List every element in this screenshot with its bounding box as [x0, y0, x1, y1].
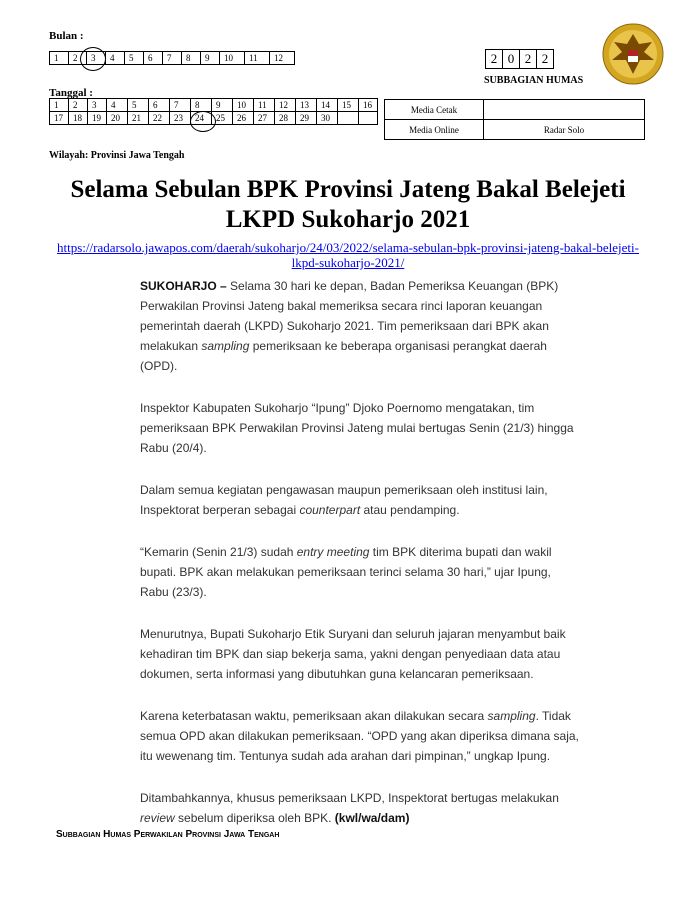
date-cell: 22	[149, 112, 170, 125]
date-cell: 24	[191, 112, 212, 125]
media-type: Media Cetak	[385, 100, 484, 120]
source-url-line1[interactable]: https://radarsolo.jawapos.com/daerah/sukoharjo/24/03/2022/selama-sebulan-bpk-provinsi-jateng-bakal-belejeti-	[57, 240, 639, 255]
date-cell: 17	[50, 112, 69, 125]
date-cell: 3	[88, 99, 107, 112]
date-cell: 11	[254, 99, 275, 112]
date-cell	[338, 112, 359, 125]
date-cell: 9	[212, 99, 233, 112]
date-cell: 8	[191, 99, 212, 112]
unit-label: SUBBAGIAN HUMAS	[484, 75, 584, 86]
month-cell: 7	[163, 52, 182, 65]
date-cell: 23	[170, 112, 191, 125]
paragraph-text: . Tidak semua OPD akan dilakukan pemeriksaan. “OPD yang akan diperiksa dimana saja, itu wewenang tim. Tentunya sudah ada arahan dari pimpinan,” ungkap Ipung.	[140, 709, 579, 763]
month-cell: 10	[220, 52, 245, 65]
emphasis: entry meeting	[296, 545, 370, 559]
year-digit: 2	[536, 49, 554, 69]
article-body	[140, 276, 580, 850]
date-cell: 20	[107, 112, 128, 125]
paragraph-3	[140, 480, 580, 520]
garuda-emblem-icon	[602, 22, 664, 86]
year-digit: 0	[502, 49, 520, 69]
media-table	[384, 99, 645, 140]
month-cell: 5	[125, 52, 144, 65]
date-cell: 1	[50, 99, 69, 112]
month-cell: 6	[144, 52, 163, 65]
paragraph-text: pemeriksaan ke beberapa organisasi perangkat daerah (OPD).	[140, 339, 547, 373]
paragraph-2: Inspektor Kabupaten Sukoharjo “Ipung” Djoko Poernomo mengatakan, tim pemeriksaan BPK Perwakilan Provinsi Jateng mulai bertugas Senin (21/3) hingga Rabu (20/4).	[140, 401, 574, 455]
paragraph-text: Selama 30 hari ke depan, Badan Pemeriksa Keuangan (BPK) Perwakilan Provinsi Jateng bakal memeriksa secara rinci laporan keuangan pemerintah daerah (LKPD) Sukoharjo 2021. Tim pemeriksaan dari BPK akan melakukan	[140, 279, 559, 353]
date-cell: 7	[170, 99, 191, 112]
selected-month-circle	[80, 47, 106, 71]
author-sign: (kwl/wa/dam)	[334, 811, 410, 825]
year-digit: 2	[519, 49, 537, 69]
date-cell: 21	[128, 112, 149, 125]
paragraph-4	[140, 542, 580, 602]
bulan-label: Bulan :	[49, 30, 84, 42]
month-cell: 9	[201, 52, 220, 65]
date-cell	[359, 112, 378, 125]
paragraph-7	[140, 788, 580, 828]
date-cell: 5	[128, 99, 149, 112]
article-title-line1: Selama Sebulan BPK Provinsi Jateng Bakal Belejeti	[70, 176, 626, 203]
footer-label: Subbagian Humas Perwakilan Provinsi Jawa Tengah	[56, 829, 280, 840]
date-cell: 19	[88, 112, 107, 125]
date-cell: 26	[233, 112, 254, 125]
year-boxes	[486, 49, 554, 69]
media-value	[484, 100, 645, 120]
month-cell: 2	[69, 52, 87, 65]
date-cell: 27	[254, 112, 275, 125]
paragraph-1	[140, 276, 580, 376]
paragraph-text: sebelum diperiksa oleh BPK.	[174, 811, 335, 825]
paragraph-text: Ditambahkannya, khusus pemeriksaan LKPD, Inspektorat bertugas melakukan	[140, 791, 559, 805]
tanggal-label: Tanggal :	[49, 87, 93, 99]
paragraph-text: Dalam semua kegiatan pengawasan maupun pemeriksaan oleh institusi lain, Inspektorat berperan sebagai	[140, 483, 548, 517]
emphasis: sampling	[487, 709, 536, 723]
date-cell: 30	[317, 112, 338, 125]
date-cell: 2	[69, 99, 88, 112]
month-cell: 3	[87, 52, 106, 65]
month-cell: 1	[50, 52, 69, 65]
emphasis: sampling	[201, 339, 250, 353]
date-cell: 14	[317, 99, 338, 112]
month-cell: 12	[270, 52, 295, 65]
media-value: Radar Solo	[484, 120, 645, 140]
wilayah-label: Wilayah: Provinsi Jawa Tengah	[49, 150, 185, 161]
date-cell: 18	[69, 112, 88, 125]
selected-date-circle	[190, 111, 216, 132]
date-cell: 6	[149, 99, 170, 112]
paragraph-text: “Kemarin (Senin 21/3) sudah	[140, 545, 297, 559]
date-cell: 28	[275, 112, 296, 125]
month-cell: 8	[182, 52, 201, 65]
dateline: SUKOHARJO –	[140, 279, 227, 293]
paragraph-text: atau pendamping.	[360, 503, 460, 517]
paragraph-text: Karena keterbatasan waktu, pemeriksaan akan dilakukan secara	[140, 709, 488, 723]
date-cell: 12	[275, 99, 296, 112]
source-url-line2[interactable]: lkpd-sukoharjo-2021/	[291, 255, 405, 270]
paragraph-text: tim BPK diterima bupati dan wakil bupati. BPK akan melakukan pemeriksaan terinci selama 30 hari,” ujar Ipung, Rabu (23/3).	[140, 545, 552, 599]
date-cell: 29	[296, 112, 317, 125]
date-cell: 4	[107, 99, 128, 112]
month-cell: 11	[245, 52, 270, 65]
emphasis: counterpart	[299, 503, 361, 517]
article-title-line2: LKPD Sukoharjo 2021	[225, 206, 471, 233]
paragraph-6	[140, 706, 580, 766]
paragraph-5: Menurutnya, Bupati Sukoharjo Etik Suryani dan seluruh jajaran menyambut baik kehadiran tim BPK dan siap bekerja sama, yakni dengan penyediaan data atau dokumen, serta informasi yang dibutuhkan guna kelancaran pemeriksaan.	[140, 627, 566, 681]
date-cell: 16	[359, 99, 378, 112]
date-cell: 15	[338, 99, 359, 112]
year-digit: 2	[485, 49, 503, 69]
date-cell: 25	[212, 112, 233, 125]
emphasis: review	[140, 811, 175, 825]
date-cell: 13	[296, 99, 317, 112]
media-type: Media Online	[385, 120, 484, 140]
month-cell: 4	[106, 52, 125, 65]
date-cell: 10	[233, 99, 254, 112]
